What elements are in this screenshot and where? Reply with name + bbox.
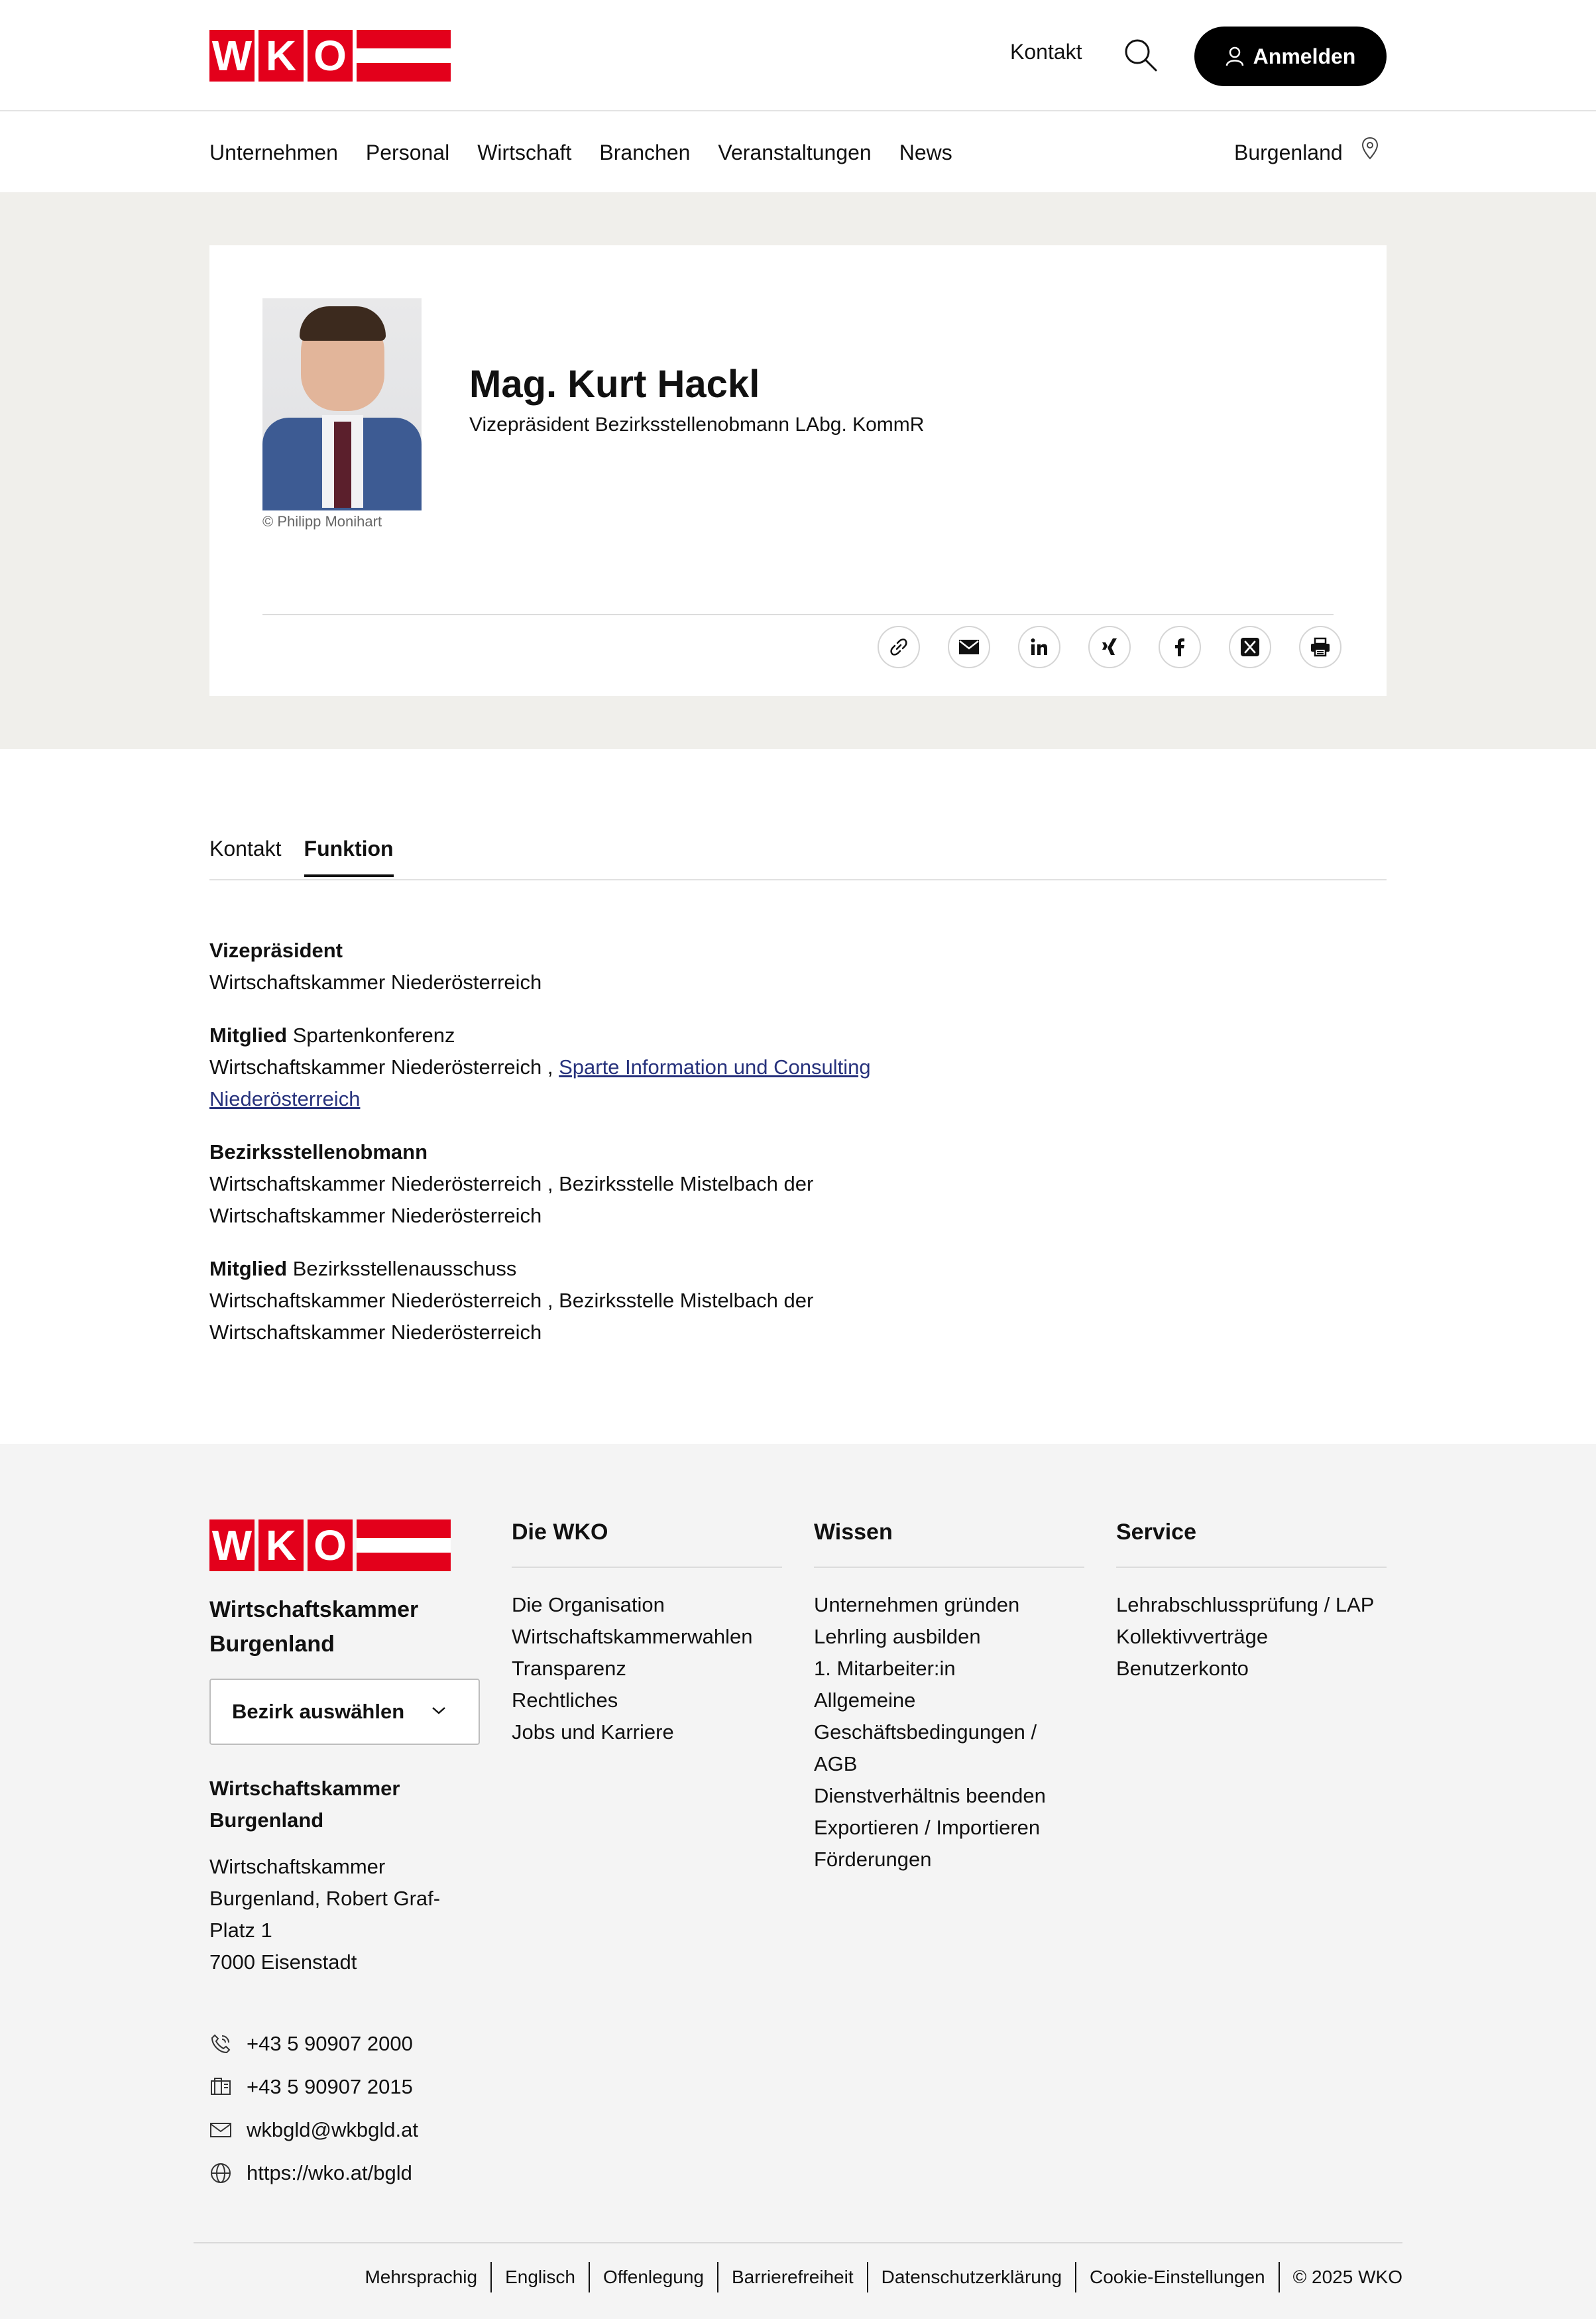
fax-icon xyxy=(209,2077,232,2097)
globe-icon xyxy=(209,2162,232,2184)
funktion-item xyxy=(209,935,965,998)
top-header xyxy=(0,0,1596,111)
share-linkedin-button[interactable] xyxy=(1018,626,1060,668)
funktion-list xyxy=(209,935,965,1370)
facebook-icon xyxy=(1170,637,1190,657)
search-button[interactable] xyxy=(1123,37,1159,73)
share-xing-button[interactable] xyxy=(1088,626,1131,668)
logo-letter-w: W xyxy=(209,30,255,82)
footer-link[interactable]: Die Organisation xyxy=(512,1593,665,1616)
footer-link[interactable]: Exportieren / Importieren xyxy=(814,1816,1041,1839)
address-city: 7000 Eisenstadt xyxy=(209,1950,357,1974)
share-link-button[interactable] xyxy=(878,626,920,668)
footer-link[interactable]: Benutzerkonto xyxy=(1116,1657,1249,1680)
phone-number: +43 5 90907 2000 xyxy=(247,2031,413,2055)
photo-credit: © Philipp Monihart xyxy=(262,513,382,530)
login-button[interactable] xyxy=(1194,27,1387,86)
logo-letter-k: K xyxy=(258,1519,304,1571)
card-divider xyxy=(262,614,1334,615)
profile-card xyxy=(209,245,1387,696)
email-address: wkbgld@wkbgld.at xyxy=(247,2117,418,2141)
funktion-gremium: Spartenkonferenz xyxy=(287,1024,455,1047)
legal-link-barrierefreiheit[interactable]: Barrierefreiheit xyxy=(717,2262,867,2292)
tab-kontakt[interactable]: Kontakt xyxy=(209,837,282,861)
fax-number: +43 5 90907 2015 xyxy=(247,2074,413,2098)
bezirk-select[interactable] xyxy=(209,1679,480,1745)
funktion-bezirksstelle: Bezirksstelle Mistelbach der Wirtschaftskammer Niederösterreich xyxy=(209,1172,814,1227)
person-title: Vizepräsident Bezirksstellenobmann LAbg. KommR xyxy=(469,414,925,436)
linkedin-icon xyxy=(1029,637,1049,657)
legal-link-englisch[interactable]: Englisch xyxy=(490,2262,589,2292)
footer-link[interactable]: Lehrabschlussprüfung / LAP xyxy=(1116,1593,1375,1616)
footer-column-title: Service xyxy=(1116,1519,1387,1568)
logo-letter-k: K xyxy=(258,30,304,82)
nav-item-personal[interactable]: Personal xyxy=(365,141,450,164)
footer-link[interactable]: Dienstverhältnis beenden xyxy=(814,1784,1046,1807)
logo-letter-o: O xyxy=(308,30,353,82)
footer-link[interactable]: Wirtschaftskammerwahlen xyxy=(512,1625,753,1648)
login-label: Anmelden xyxy=(1253,44,1356,68)
bezirk-select-value: Bezirk auswählen xyxy=(232,1700,405,1723)
mail-icon xyxy=(209,2121,232,2139)
funktion-sparte-link[interactable]: Sparte Information und Consulting Niederösterreich xyxy=(209,1055,871,1110)
footer-email[interactable] xyxy=(209,2108,418,2151)
share-bar xyxy=(878,626,1341,668)
funktion-bezirksstelle: Bezirksstelle Mistelbach der Wirtschaftskammer Niederösterreich xyxy=(209,1289,814,1344)
legal-link-datenschutz[interactable]: Datenschutzerklärung xyxy=(867,2262,1075,2292)
footer-link[interactable]: Jobs und Karriere xyxy=(512,1720,674,1744)
logo-flag xyxy=(357,1519,451,1571)
xing-icon xyxy=(1100,637,1119,657)
print-icon xyxy=(1310,637,1331,657)
link-icon xyxy=(889,637,909,657)
funktion-item xyxy=(209,1020,965,1115)
legal-link-cookie-settings[interactable]: Cookie-Einstellungen xyxy=(1075,2262,1279,2292)
footer-wko-logo[interactable] xyxy=(209,1519,451,1571)
footer-address xyxy=(209,1851,475,1978)
nav-item-unternehmen[interactable]: Unternehmen xyxy=(209,141,338,164)
website-url: https://wko.at/bgld xyxy=(247,2161,412,2184)
footer-fax xyxy=(209,2065,418,2108)
region-label: Burgenland xyxy=(1234,141,1343,164)
kontakt-link[interactable]: Kontakt xyxy=(1010,40,1082,64)
phone-icon xyxy=(209,2033,232,2055)
logo-letter-w: W xyxy=(209,1519,255,1571)
footer-org-name: Wirtschaftskammer Burgenland xyxy=(209,1597,419,1657)
nav-item-veranstaltungen[interactable]: Veranstaltungen xyxy=(718,141,872,164)
legal-link-offenlegung[interactable]: Offenlegung xyxy=(589,2262,717,2292)
wko-logo[interactable] xyxy=(209,30,451,82)
footer-link[interactable]: Rechtliches xyxy=(512,1689,618,1712)
footer-column-die-wko xyxy=(512,1519,782,1748)
print-button[interactable] xyxy=(1299,626,1341,668)
funktion-item xyxy=(209,1136,965,1232)
footer-link[interactable]: Allgemeine Geschäftsbedingungen / AGB xyxy=(814,1689,1037,1775)
footer-website[interactable] xyxy=(209,2151,418,2194)
footer xyxy=(0,1444,1596,2319)
nav-item-news[interactable]: News xyxy=(899,141,952,164)
funktion-organisation: Wirtschaftskammer Niederösterreich , xyxy=(209,1055,559,1079)
share-mail-button[interactable] xyxy=(948,626,990,668)
footer-column-wissen xyxy=(814,1519,1084,1875)
footer-link[interactable]: Transparenz xyxy=(512,1657,626,1680)
person-name: Mag. Kurt Hackl xyxy=(469,363,760,406)
location-pin-icon xyxy=(1361,137,1379,160)
funktion-position: Mitglied xyxy=(209,1024,288,1047)
footer-divider xyxy=(194,2242,1402,2243)
footer-link[interactable]: Kollektivverträge xyxy=(1116,1625,1269,1648)
nav-item-wirtschaft[interactable]: Wirtschaft xyxy=(477,141,572,164)
funktion-position: Bezirksstellenobmann xyxy=(209,1140,428,1163)
legal-link-mehrsprachig[interactable]: Mehrsprachig xyxy=(365,2267,478,2287)
footer-link[interactable]: Unternehmen gründen xyxy=(814,1593,1020,1616)
footer-phone[interactable] xyxy=(209,2022,418,2065)
share-facebook-button[interactable] xyxy=(1159,626,1201,668)
funktion-organisation: Wirtschaftskammer Niederösterreich , xyxy=(209,1172,559,1195)
logo-flag xyxy=(357,30,451,82)
x-icon xyxy=(1240,637,1260,657)
profile-photo xyxy=(262,298,422,501)
main-nav xyxy=(0,113,1596,192)
mail-icon xyxy=(958,639,980,655)
tabs-divider xyxy=(209,879,1387,880)
profile-tabs xyxy=(209,837,394,877)
footer-contact-heading: Wirtschaftskammer Burgenland xyxy=(209,1777,400,1832)
address-street: Wirtschaftskammer Burgenland, Robert Graf-Platz 1 xyxy=(209,1855,441,1942)
funktion-organisation: Wirtschaftskammer Niederösterreich xyxy=(209,971,542,994)
footer-column-title: Die WKO xyxy=(512,1519,782,1568)
funktion-gremium: Bezirksstellenausschuss xyxy=(287,1257,517,1280)
funktion-position: Vizepräsident xyxy=(209,939,343,962)
legal-links xyxy=(351,2262,1402,2292)
search-icon xyxy=(1123,37,1159,73)
funktion-organisation: Wirtschaftskammer Niederösterreich , xyxy=(209,1289,559,1312)
footer-link[interactable]: 1. Mitarbeiter:in xyxy=(814,1657,956,1680)
chevron-down-icon xyxy=(431,1705,447,1716)
footer-column-title: Wissen xyxy=(814,1519,1084,1568)
footer-contacts xyxy=(209,2022,418,2194)
footer-column-service xyxy=(1116,1519,1387,1685)
region-selector[interactable] xyxy=(1234,141,1379,165)
funktion-position: Mitglied xyxy=(209,1257,288,1280)
footer-link[interactable]: Förderungen xyxy=(814,1848,932,1871)
logo-letter-o: O xyxy=(308,1519,353,1571)
share-x-button[interactable] xyxy=(1229,626,1271,668)
footer-link[interactable]: Lehrling ausbilden xyxy=(814,1625,981,1648)
funktion-item xyxy=(209,1253,965,1348)
nav-item-branchen[interactable]: Branchen xyxy=(599,141,691,164)
tab-funktion[interactable]: Funktion xyxy=(304,837,394,877)
user-icon xyxy=(1226,46,1244,66)
copyright: © 2025 WKO xyxy=(1279,2262,1402,2292)
